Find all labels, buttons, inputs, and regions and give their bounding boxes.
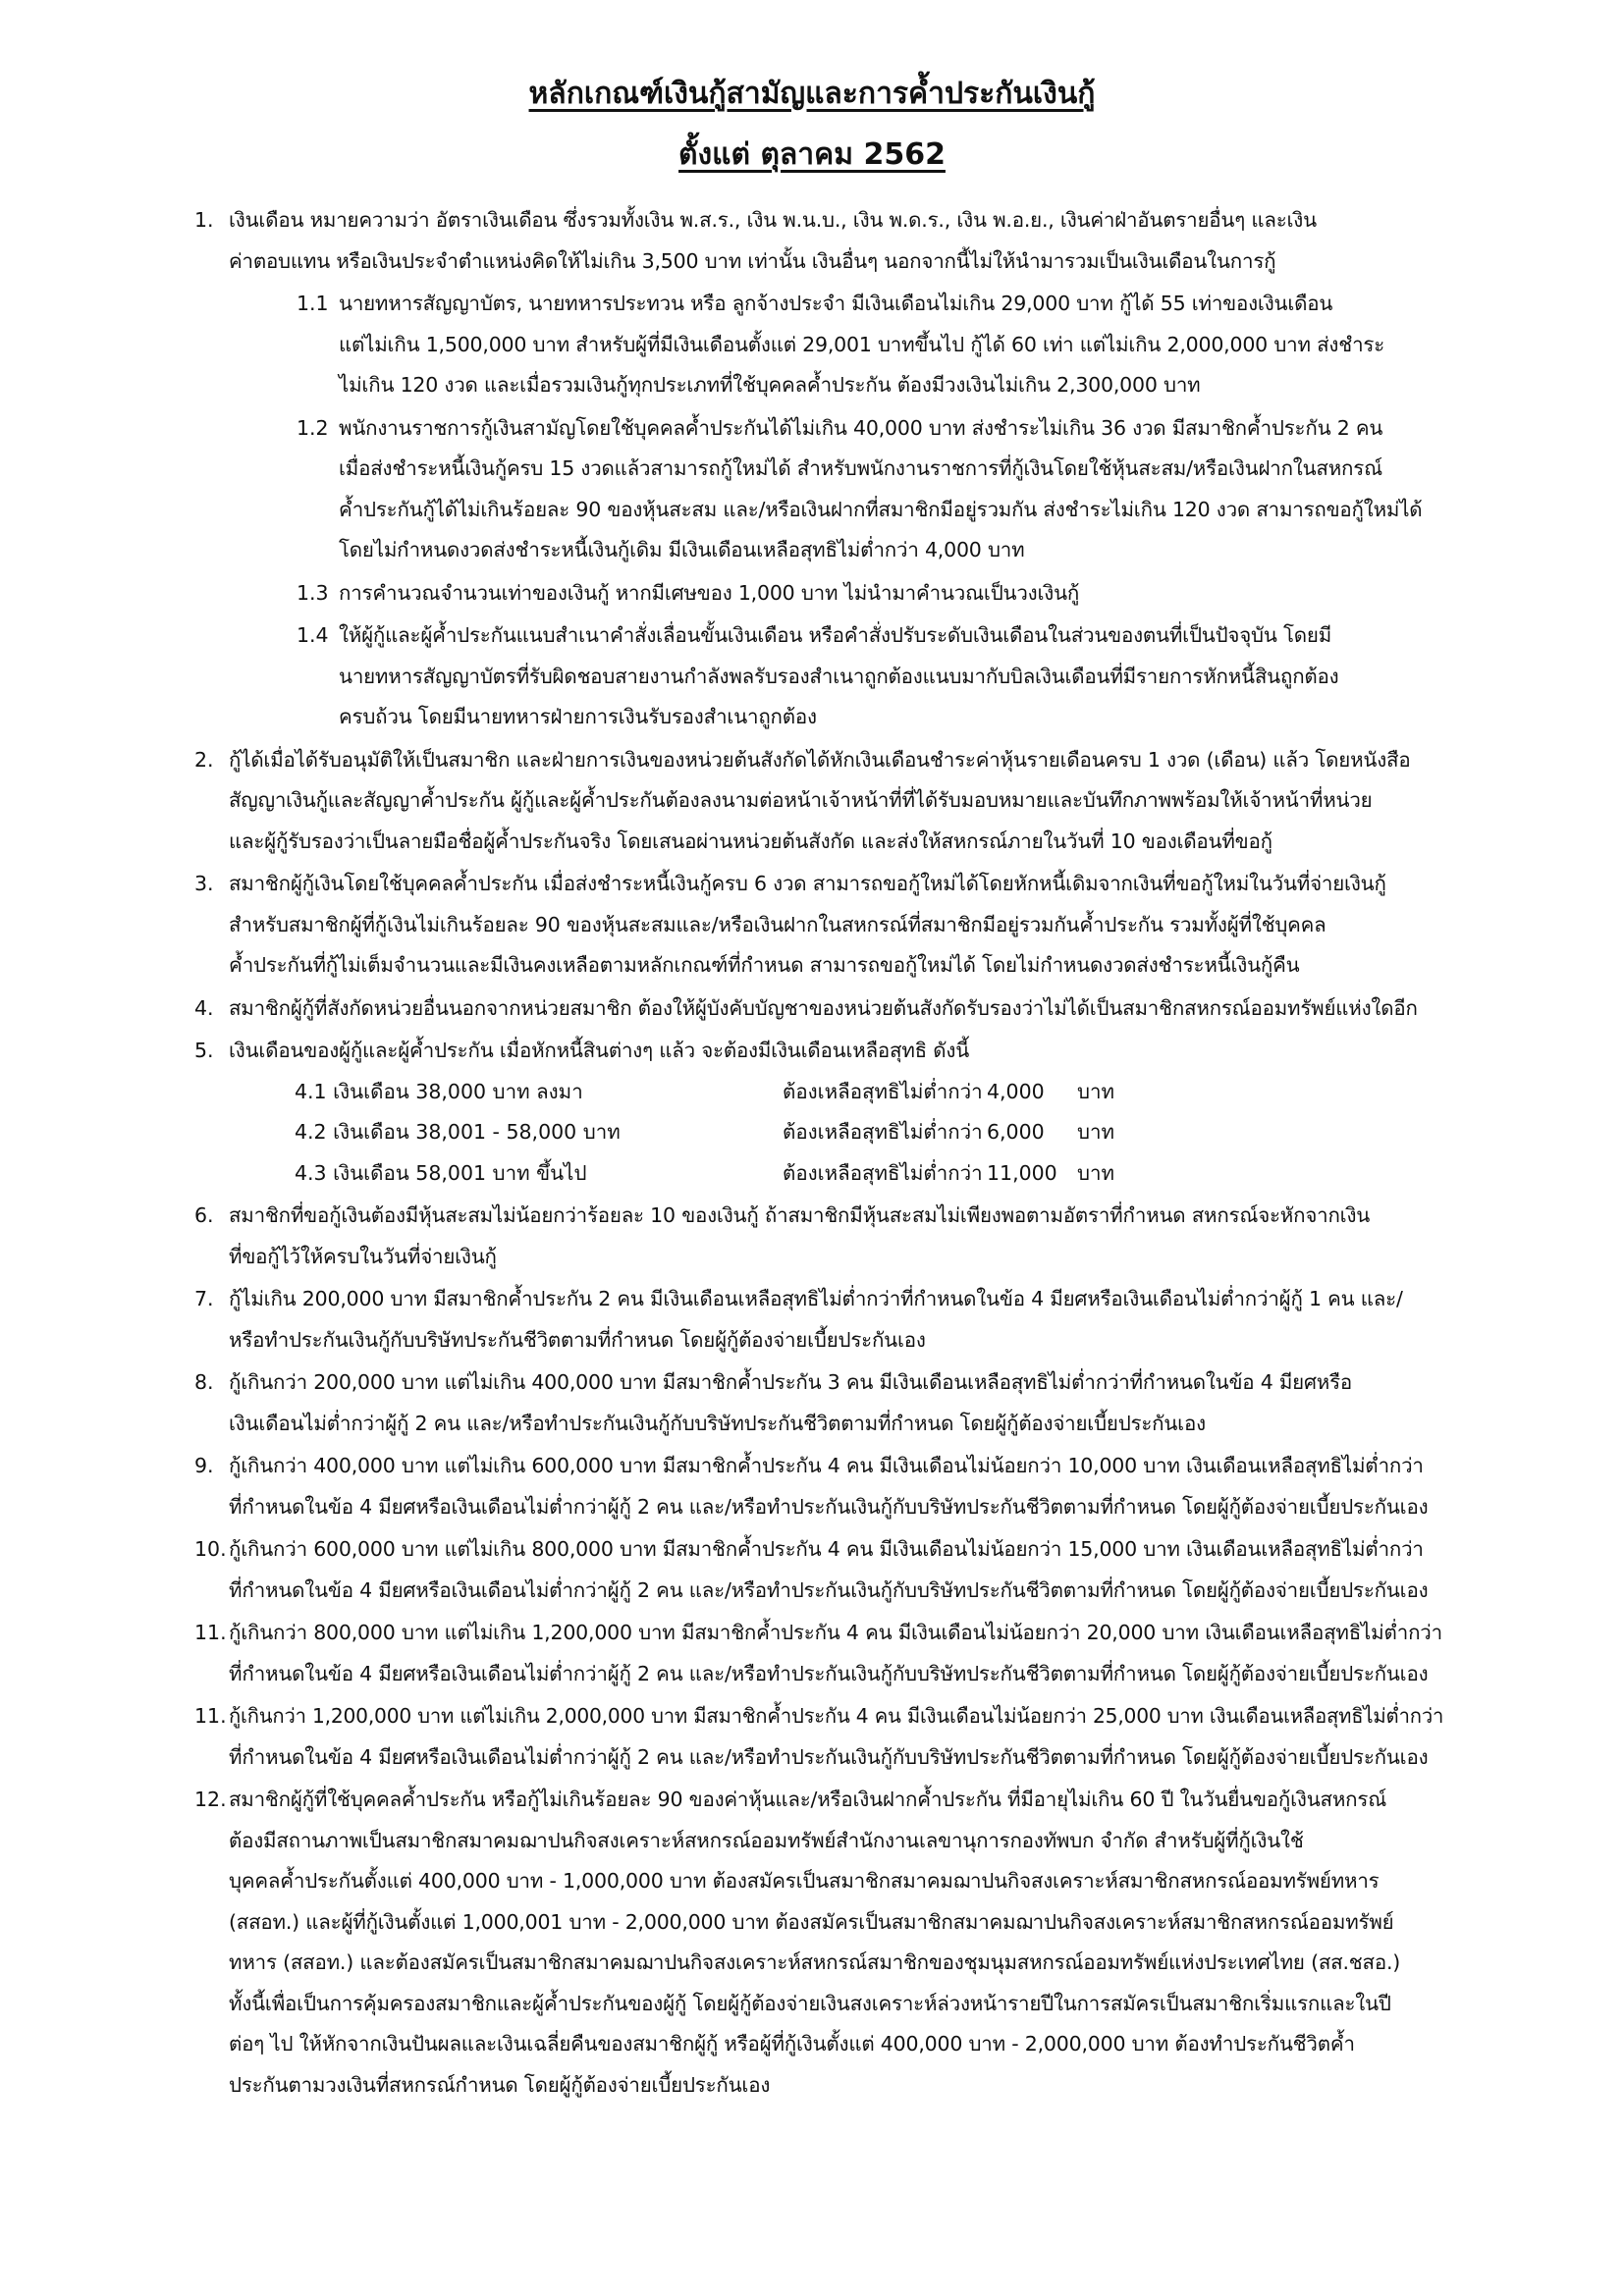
subitem-number: 1.3 [297, 580, 329, 605]
item-number: 4. [194, 995, 214, 1020]
item-number: 3. [194, 872, 214, 895]
salary-range-cell: 4.2 เงินเดือน 38,001 - 58,000 บาท [295, 1120, 621, 1144]
item-text-line: ประกันตามวงเงินที่สหกรณ์กำหนด โดยผู้กู้ต้องจ่ายเบี้ยประกันเอง [229, 2072, 771, 2097]
currency-unit-cell: บาท [1077, 1120, 1115, 1144]
item-text-line: กู้เกินกว่า 200,000 บาท แต่ไม่เกิน 400,000 บาท มีสมาชิกค้ำประกัน 3 คน มีเงินเดือนเหลือสุทธิไม่ต่ำกว่าที่กำหนดในข้อ 4 มียศหรือ [229, 1370, 1353, 1394]
item-text-line: ที่กำหนดในข้อ 4 มียศหรือเงินเดือนไม่ต่ำกว่าผู้กู้ 2 คน และ/หรือทำประกันเงินกู้กับบริษัทประกันชีวิตตามที่กำหนด โดยผู้กู้ต้องจ่ายเบี้ยประกันเอง [229, 1577, 1429, 1602]
item-text-line: กู้เกินกว่า 400,000 บาท แต่ไม่เกิน 600,000 บาท มีสมาชิกค้ำประกัน 4 คน มีเงินเดือนไม่น้อยกว่า 10,000 บาท เงินเดือนเหลือสุทธิไม่ต่ำกว่า [229, 1454, 1424, 1477]
subitem-text-line: พนักงานราชการกู้เงินสามัญโดยใช้บุคคลค้ำประกันได้ไม่เกิน 40,000 บาท ส่งชำระไม่เกิน 36 งวด มีสมาชิกค้ำประกัน 2 คน [339, 415, 1383, 440]
net-requirement-cell: ต้องเหลือสุทธิไม่ต่ำกว่า [783, 1079, 983, 1103]
item-text-line: ทั้งนี้เพื่อเป็นการคุ้มครองสมาชิกและผู้ค้ำประกันของผู้กู้ โดยผู้กู้ต้องจ่ายเงินสงเคราะห์ล่วงหน้ารายปีในการสมัครเป็นสมาชิกเริ่มแรกและในปี [229, 1991, 1391, 2015]
item-text-line: ทหาร (สสอท.) และต้องสมัครเป็นสมาชิกสมาคมฌาปนกิจสงเคราะห์สหกรณ์สมาชิกของชุมนุมสหกรณ์ออมทรัพย์แห่งประเทศไทย (สส.ชสอ.) [229, 1950, 1401, 1974]
document-title: หลักเกณฑ์เงินกู้สามัญและการค้ำประกันเงินกู้ [528, 77, 1096, 111]
subitem-text-line: การคำนวณจำนวนเท่าของเงินกู้ หากมีเศษของ 1,000 บาท ไม่นำมาคำนวณเป็นวงเงินกู้ [339, 580, 1080, 605]
subitem-text-line: ไม่เกิน 120 งวด และเมื่อรวมเงินกู้ทุกประเภทที่ใช้บุคคลค้ำประกัน ต้องมีวงเงินไม่เกิน 2,300,000 บาท [339, 373, 1201, 397]
item-text-line: สัญญาเงินกู้และสัญญาค้ำประกัน ผู้กู้และผู้ค้ำประกันต้องลงนามต่อหน้าเจ้าหน้าที่ที่ได้รับมอบหมายและบันทึกภาพพร้อมให้เจ้าหน้าที่หน่วย [229, 788, 1373, 812]
item-text-line: บุคคลค้ำประกันตั้งแต่ 400,000 บาท - 1,000,000 บาท ต้องสมัครเป็นสมาชิกสมาคมฌาปนกิจสงเคราะห์สมาชิกสหกรณ์ออมทรัพย์ทหาร [229, 1869, 1380, 1893]
item-text-line: เงินเดือนของผู้กู้และผู้ค้ำประกัน เมื่อหักหนี้สินต่างๆ แล้ว จะต้องมีเงินเดือนเหลือสุทธิ ดังนี้ [229, 1039, 970, 1062]
item-text-line: กู้เกินกว่า 800,000 บาท แต่ไม่เกิน 1,200,000 บาท มีสมาชิกค้ำประกัน 4 คน มีเงินเดือนไม่น้อยกว่า 20,000 บาท เงินเดือนเหลือสุทธิไม่ต่ำกว่า [229, 1621, 1442, 1644]
item-text-line: สมาชิกผู้กู้ที่ใช้บุคคลค้ำประกัน หรือกู้ไม่เกินร้อยละ 90 ของค่าหุ้นและ/หรือเงินฝากค้ำประกัน ที่มีอายุไม่เกิน 60 ปี ในวันยื่นขอกู้เงินสหกรณ์ [229, 1788, 1387, 1811]
item-text-line: และผู้กู้รับรองว่าเป็นลายมือชื่อผู้ค้ำประกันจริง โดยเสนอผ่านหน่วยต้นสังกัด และส่งให้สหกรณ์ภายในวันที่ 10 ของเดือนที่ขอกู้ [229, 828, 1272, 853]
item-number: 2. [194, 747, 214, 772]
subitem-number: 1.4 [297, 623, 329, 647]
item-text-line: สมาชิกผู้กู้เงินโดยใช้บุคคลค้ำประกัน เมื่อส่งชำระหนี้เงินกู้ครบ 6 งวด สามารถขอกู้ใหม่ได้โดยหักหนี้เดิมจากเงินที่ขอกู้ใหม่ในวันที่จ่ายเงินกู้ [229, 872, 1386, 895]
item-text-line: ที่ขอกู้ไว้ให้ครบในวันที่จ่ายเงินกู้ [229, 1244, 497, 1268]
salary-range-cell: 4.3 เงินเดือน 58,001 บาท ขึ้นไป [295, 1160, 587, 1185]
item-number: 10. [194, 1537, 227, 1561]
net-amount-cell: 6,000 [987, 1120, 1045, 1144]
subitem-text-line: แต่ไม่เกิน 1,500,000 บาท สำหรับผู้ที่มีเงินเดือนตั้งแต่ 29,001 บาทขึ้นไป กู้ได้ 60 เท่า แต่ไม่เกิน 2,000,000 บาท ส่งชำระ [339, 332, 1385, 356]
item-number: 1. [194, 208, 214, 232]
item-text-line: กู้ไม่เกิน 200,000 บาท มีสมาชิกค้ำประกัน 2 คน มีเงินเดือนเหลือสุทธิไม่ต่ำกว่าที่กำหนดในข้อ 4 มียศหรือเงินเดือนไม่ต่ำกว่าผู้กู้ 1 คน และ/ [229, 1287, 1403, 1310]
subitem-text-line: เมื่อส่งชำระหนี้เงินกู้ครบ 15 งวดแล้วสามารถกู้ใหม่ได้ สำหรับพนักงานราชการที่กู้เงินโดยใช้หุ้นสะสม/หรือเงินฝากในสหกรณ์ [339, 456, 1382, 480]
subitem-text-line: นายทหารสัญญาบัตร, นายทหารประทวน หรือ ลูกจ้างประจำ มีเงินเดือนไม่เกิน 29,000 บาท กู้ได้ 55 เท่าของเงินเดือน [339, 292, 1333, 315]
net-amount-cell: 11,000 [987, 1160, 1057, 1185]
subitem-text-line: นายทหารสัญญาบัตรที่รับผิดชอบสายงานกำลังพลรับรองสำเนาถูกต้องแนบมากับบิลเงินเดือนที่มีรายการหักหนี้สินถูกต้อง [339, 664, 1339, 688]
item-text-line: ที่กำหนดในข้อ 4 มียศหรือเงินเดือนไม่ต่ำกว่าผู้กู้ 2 คน และ/หรือทำประกันเงินกู้กับบริษัทประกันชีวิตตามที่กำหนด โดยผู้กู้ต้องจ่ายเบี้ยประกันเอง [229, 1744, 1429, 1769]
item-text-line: กู้เกินกว่า 1,200,000 บาท แต่ไม่เกิน 2,000,000 บาท มีสมาชิกค้ำประกัน 4 คน มีเงินเดือนไม่น้อยกว่า 25,000 บาท เงินเดือนเหลือสุทธิไม่ต่ำกว่า [229, 1704, 1444, 1728]
item-text-line: สมาชิกผู้กู้ที่สังกัดหน่วยอื่นนอกจากหน่วยสมาชิก ต้องให้ผู้บังคับบัญชาของหน่วยต้นสังกัดรับรองว่าไม่ได้เป็นสมาชิกสหกรณ์ออมทรัพย์แห่งใดอีก [229, 995, 1418, 1020]
item-text-line: ที่กำหนดในข้อ 4 มียศหรือเงินเดือนไม่ต่ำกว่าผู้กู้ 2 คน และ/หรือทำประกันเงินกู้กับบริษัทประกันชีวิตตามที่กำหนด โดยผู้กู้ต้องจ่ายเบี้ยประกันเอง [229, 1661, 1429, 1685]
item-number: 12. [194, 1788, 227, 1811]
item-number: 11. [194, 1704, 227, 1728]
item-text-line: กู้ได้เมื่อได้รับอนุมัติให้เป็นสมาชิก และฝ่ายการเงินของหน่วยต้นสังกัดได้หักเงินเดือนชำระค่าหุ้นรายเดือนครบ 1 งวด (เดือน) แล้ว โดยหนังสือ [229, 747, 1411, 772]
subitem-text-line: ค้ำประกันกู้ได้ไม่เกินร้อยละ 90 ของหุ้นสะสม และ/หรือเงินฝากที่สมาชิกมีอยู่รวมกัน ส่งชำระไม่เกิน 120 งวด สามารถขอกู้ใหม่ได้ [339, 497, 1423, 521]
item-number: 7. [194, 1287, 214, 1310]
item-text-line: ต่อๆ ไป ให้หักจากเงินปันผลและเงินเฉลี่ยคืนของสมาชิกผู้กู้ หรือผู้ที่กู้เงินตั้งแต่ 400,000 บาท - 2,000,000 บาท ต้องทำประกันชีวิตค้ำ [229, 2032, 1355, 2056]
item-text-line: ค่าตอบแทน หรือเงินประจำตำแหน่งคิดให้ไม่เกิน 3,500 บาท เท่านั้น เงินอื่นๆ นอกจากนี้ไม่ให้นำมารวมเป็นเงินเดือนในการกู้ [229, 248, 1276, 273]
item-number: 6. [194, 1203, 214, 1227]
subitem-text-line: โดยไม่กำหนดงวดส่งชำระหนี้เงินกู้เดิม มีเงินเดือนเหลือสุทธิไม่ต่ำกว่า 4,000 บาท [339, 538, 1025, 561]
item-number: 5. [194, 1039, 214, 1062]
item-text-line: หรือทำประกันเงินกู้กับบริษัทประกันชีวิตตามที่กำหนด โดยผู้กู้ต้องจ่ายเบี้ยประกันเอง [229, 1327, 926, 1352]
item-text-line: กู้เกินกว่า 600,000 บาท แต่ไม่เกิน 800,000 บาท มีสมาชิกค้ำประกัน 4 คน มีเงินเดือนไม่น้อยกว่า 15,000 บาท เงินเดือนเหลือสุทธิไม่ต่ำกว่า [229, 1537, 1424, 1561]
net-amount-cell: 4,000 [987, 1079, 1045, 1103]
salary-range-cell: 4.1 เงินเดือน 38,000 บาท ลงมา [295, 1079, 583, 1103]
subitem-number: 1.1 [297, 292, 329, 315]
item-text-line: สมาชิกที่ขอกู้เงินต้องมีหุ้นสะสมไม่น้อยกว่าร้อยละ 10 ของเงินกู้ ถ้าสมาชิกมีหุ้นสะสมไม่เพียงพอตามอัตราที่กำหนด สหกรณ์จะหักจากเงิน [229, 1203, 1371, 1227]
item-text-line: (สสอท.) และผู้ที่กู้เงินตั้งแต่ 1,000,001 บาท - 2,000,000 บาท ต้องสมัครเป็นสมาชิกสมาคมฌาปนกิจสงเคราะห์สมาชิกสหกรณ์ออมทรัพย์ [229, 1909, 1394, 1934]
item-text-line: เงินเดือนไม่ต่ำกว่าผู้กู้ 2 คน และ/หรือทำประกันเงินกู้กับบริษัทประกันชีวิตตามที่กำหนด โดยผู้กู้ต้องจ่ายเบี้ยประกันเอง [229, 1411, 1206, 1435]
subitem-number: 1.2 [297, 415, 329, 440]
item-text-line: ต้องมีสถานภาพเป็นสมาชิกสมาคมฌาปนกิจสงเคราะห์สหกรณ์ออมทรัพย์สำนักงานเลขานุการกองทัพบก จำกัด สำหรับผู้ที่กู้เงินใช้ [229, 1828, 1304, 1852]
item-number: 8. [194, 1370, 214, 1394]
item-number: 9. [194, 1454, 214, 1477]
item-text-line: ค้ำประกันที่กู้ไม่เต็มจำนวนและมีเงินคงเหลือตามหลักเกณฑ์ที่กำหนด สามารถขอกู้ใหม่ได้ โดยไม่กำหนดงวดส่งชำระหนี้เงินกู้คืน [229, 953, 1300, 977]
subitem-text-line: ครบถ้วน โดยมีนายทหารฝ่ายการเงินรับรองสำเนาถูกต้อง [339, 705, 817, 728]
item-text-line: สำหรับสมาชิกผู้ที่กู้เงินไม่เกินร้อยละ 90 ของหุ้นสะสมและ/หรือเงินฝากในสหกรณ์ที่สมาชิกมีอยู่รวมกันค้ำประกัน รวมทั้งผู้ที่ใช้บุคคล [229, 912, 1326, 936]
currency-unit-cell: บาท [1077, 1160, 1115, 1185]
subitem-text-line: ให้ผู้กู้และผู้ค้ำประกันแนบสำเนาคำสั่งเลื่อนขั้นเงินเดือน หรือคำสั่งปรับระดับเงินเดือนในส่วนของตนที่เป็นปัจจุบัน โดยมี [339, 623, 1332, 647]
item-text-line: เงินเดือน หมายความว่า อัตราเงินเดือน ซึ่งรวมทั้งเงิน พ.ส.ร., เงิน พ.น.บ., เงิน พ.ด.ร., เงิน พ.อ.ย., เงินค่าฝ่าอันตรายอื่นๆ และเงิน [229, 208, 1317, 232]
net-requirement-cell: ต้องเหลือสุทธิไม่ต่ำกว่า [783, 1120, 983, 1144]
item-text-line: ที่กำหนดในข้อ 4 มียศหรือเงินเดือนไม่ต่ำกว่าผู้กู้ 2 คน และ/หรือทำประกันเงินกู้กับบริษัทประกันชีวิตตามที่กำหนด โดยผู้กู้ต้องจ่ายเบี้ยประกันเอง [229, 1494, 1429, 1519]
item-number: 11. [194, 1621, 227, 1644]
document-subtitle: ตั้งแต่ ตุลาคม 2562 [678, 137, 946, 172]
currency-unit-cell: บาท [1077, 1079, 1115, 1103]
net-requirement-cell: ต้องเหลือสุทธิไม่ต่ำกว่า [783, 1160, 983, 1185]
